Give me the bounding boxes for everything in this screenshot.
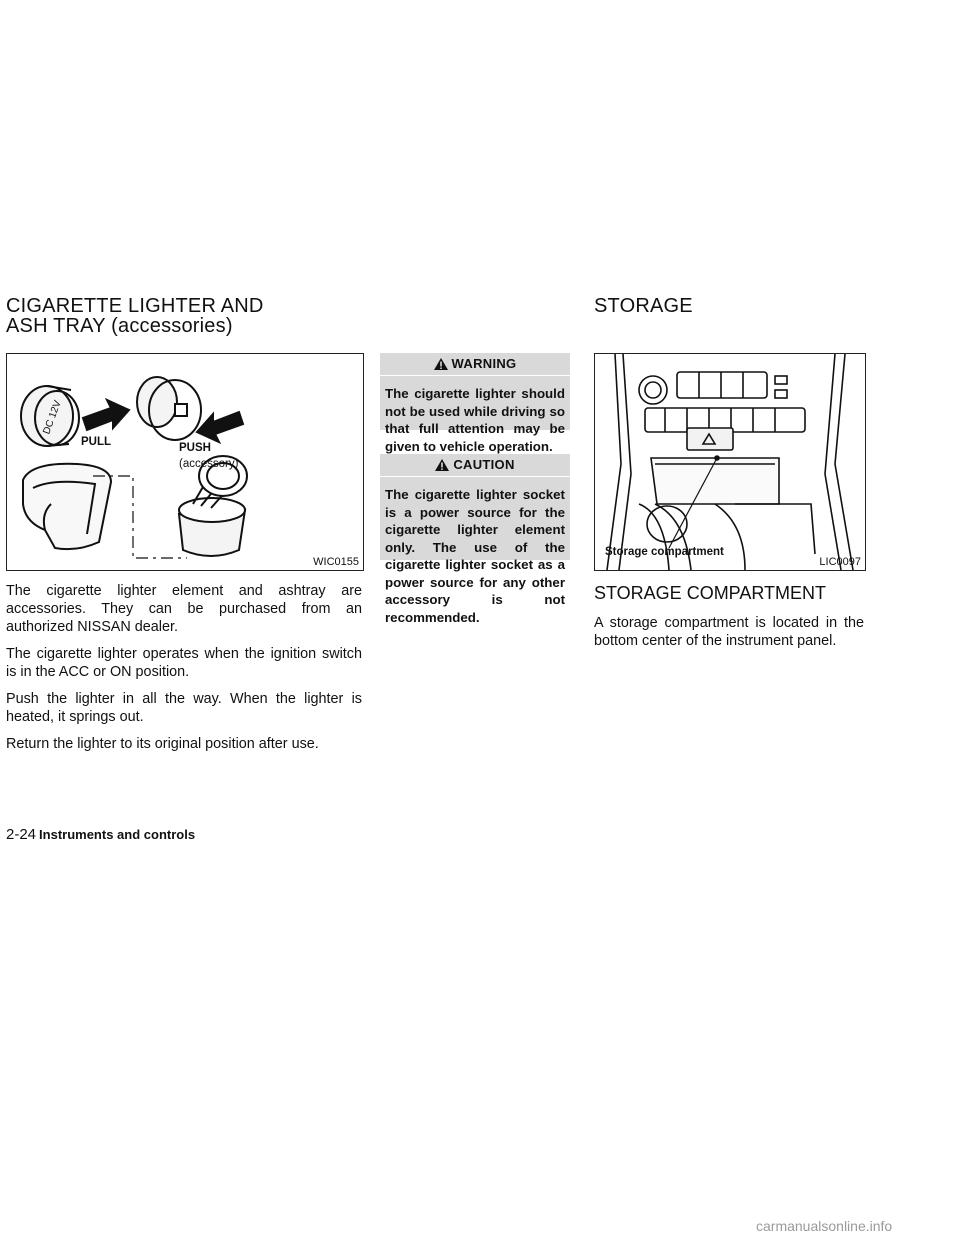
section-title-line2: ASH TRAY (accessories)	[6, 315, 233, 337]
warning-triangle-icon	[434, 358, 448, 370]
caution-text: The cigarette lighter socket is a power source for the cigarette lighter element only. The use of the cigarette lighter socket as a power source for any other accessory is not recommended.	[385, 487, 565, 625]
label-storage-compartment: Storage compartment	[605, 546, 724, 558]
left-body-text	[6, 582, 362, 753]
label-accessory: (accessory)	[179, 458, 239, 470]
footer-section-name: Instruments and controls	[39, 827, 196, 842]
section-title-cigarette-lighter	[6, 296, 264, 336]
warning-heading-text: WARNING	[451, 356, 517, 371]
paragraph-push-lighter: Push the lighter in all the way. When the lighter is heated, it springs out.	[6, 691, 362, 725]
page-footer	[6, 826, 195, 844]
instrument-panel-illustration	[595, 354, 865, 570]
section-title-line1: CIGARETTE LIGHTER AND	[6, 295, 264, 317]
warning-heading	[380, 353, 570, 376]
paragraph-storage-location: A storage compartment is located in the bottom center of the instrument panel.	[594, 615, 864, 649]
subheading-storage-compartment: STORAGE COMPARTMENT	[594, 583, 827, 603]
warning-triangle-icon	[435, 459, 449, 471]
page-number: 2-24	[6, 826, 37, 843]
figure-storage-compartment	[594, 353, 866, 571]
figure-cigarette-lighter	[6, 353, 364, 571]
watermark[interactable]: carmanualsonline.info	[756, 1218, 893, 1234]
label-push: PUSH	[179, 442, 211, 454]
figure-code-right: LIC0097	[819, 556, 861, 568]
warning-text: The cigarette lighter should not be used while driving so that full attention may be given to vehicle operation.	[385, 386, 565, 454]
caution-box	[380, 454, 570, 625]
section-title-storage: STORAGE	[594, 295, 693, 317]
warning-box	[380, 353, 570, 454]
caution-heading-text: CAUTION	[453, 457, 515, 472]
figure-code-left: WIC0155	[313, 556, 359, 568]
paragraph-ignition: The cigarette lighter operates when the ignition switch is in the ACC or ON position.	[6, 646, 362, 680]
socket-marking: DC 12V	[41, 399, 64, 436]
paragraph-return-lighter: Return the lighter to its original position after use.	[6, 736, 319, 752]
caution-heading	[380, 454, 570, 477]
paragraph-accessories: The cigarette lighter element and ashtray are accessories. They can be purchased from an authorized NISSAN dealer.	[6, 583, 362, 635]
label-pull: PULL	[81, 436, 112, 448]
